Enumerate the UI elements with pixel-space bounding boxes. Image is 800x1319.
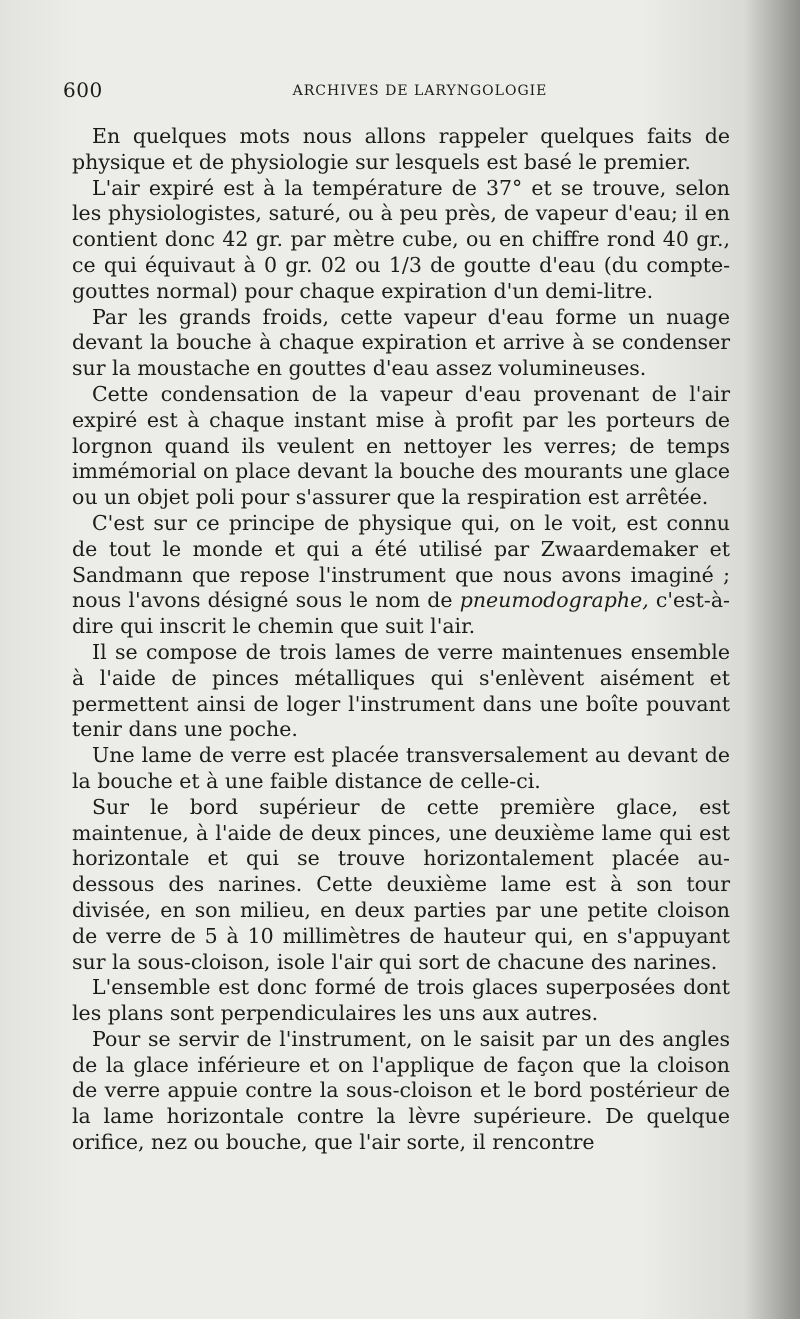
paragraph: L'air expiré est à la température de 37° et se trouve, selon les physiologistes, saturé, ou à peu près, de vapeur d'eau; il en contient donc 42 gr. par mètre cube, ou en chiffre rond 40 gr., ce qui équivaut à 0 gr. 02 ou 1/3 de goutte d'eau (du compte-gouttes normal) pour chaque expiration d'un demi-litre. [72,175,730,303]
running-head: ARCHIVES DE LARYNGOLOGIE [292,83,548,99]
page-number: 600 [63,78,103,102]
body-text [72,124,730,1156]
paragraph: Par les grands froids, cette vapeur d'eau forme un nuage devant la bouche à chaque expiration et arrive à se condenser sur la moustache en gouttes d'eau assez volumineuses. [72,304,730,381]
page-header [60,78,740,106]
paragraph [72,511,730,640]
term-pneumodographe: pneumodographe, [459,588,649,613]
paragraph: L'ensemble est donc formé de trois glaces superposées dont les plans sont perpendiculaires les uns aux autres. [72,975,730,1026]
paragraph: En quelques mots nous allons rappeler quelques faits de physique et de physiologie sur lesquels est basé le premier. [72,124,730,174]
paragraph-text: c'est-à-dire qui inscrit le chemin que suit l'air. [72,588,730,639]
paragraph: Une lame de verre est placée transversalement au devant de la bouche et à une faible distance de celle-ci. [72,743,730,793]
paragraph: Cette condensation de la vapeur d'eau provenant de l'air expiré est à chaque instant mise à profit par les porteurs de lorgnon quand ils veulent en nettoyer les verres; de temps immémorial on place devant la bouche des mourants une glace ou un objet poli pour s'assurer que la respiration est arrêtée. [72,381,730,510]
paragraph-text: C'est sur ce principe de physique qui, on le voit, est connu de tout le monde et qui a été utilisé par Zwaardemaker et Sandmann que repose l'instrument que nous avons imaginé ; nous l'avons désigné sous le nom de [72,510,730,613]
paragraph: Pour se servir de l'instrument, on le saisit par un des angles de la glace inférieure et on l'applique de façon que la cloison de verre appuie contre la sous-cloison et le bord postérieur de la lame horizontale contre la lèvre supérieure. De quelque orifice, nez ou bouche, que l'air sorte, il rencontre [72,1026,730,1155]
paragraph: Sur le bord supérieur de cette première glace, est maintenue, à l'aide de deux pinces, une deuxième lame qui est horizontale et qui se trouve horizontalement placée au-dessous des narines. Cette deuxième lame est à son tour divisée, en son milieu, en deux parties par une petite cloison de verre de 5 à 10 millimètres de hauteur qui, en s'appuyant sur la sous-cloison, isole l'air qui sort de chacune des narines. [72,794,730,974]
paragraph: Il se compose de trois lames de verre maintenues ensemble à l'aide de pinces métalliques qui s'enlèvent aisément et permettent ainsi de loger l'instrument dans une boîte pouvant tenir dans une poche. [72,639,730,742]
